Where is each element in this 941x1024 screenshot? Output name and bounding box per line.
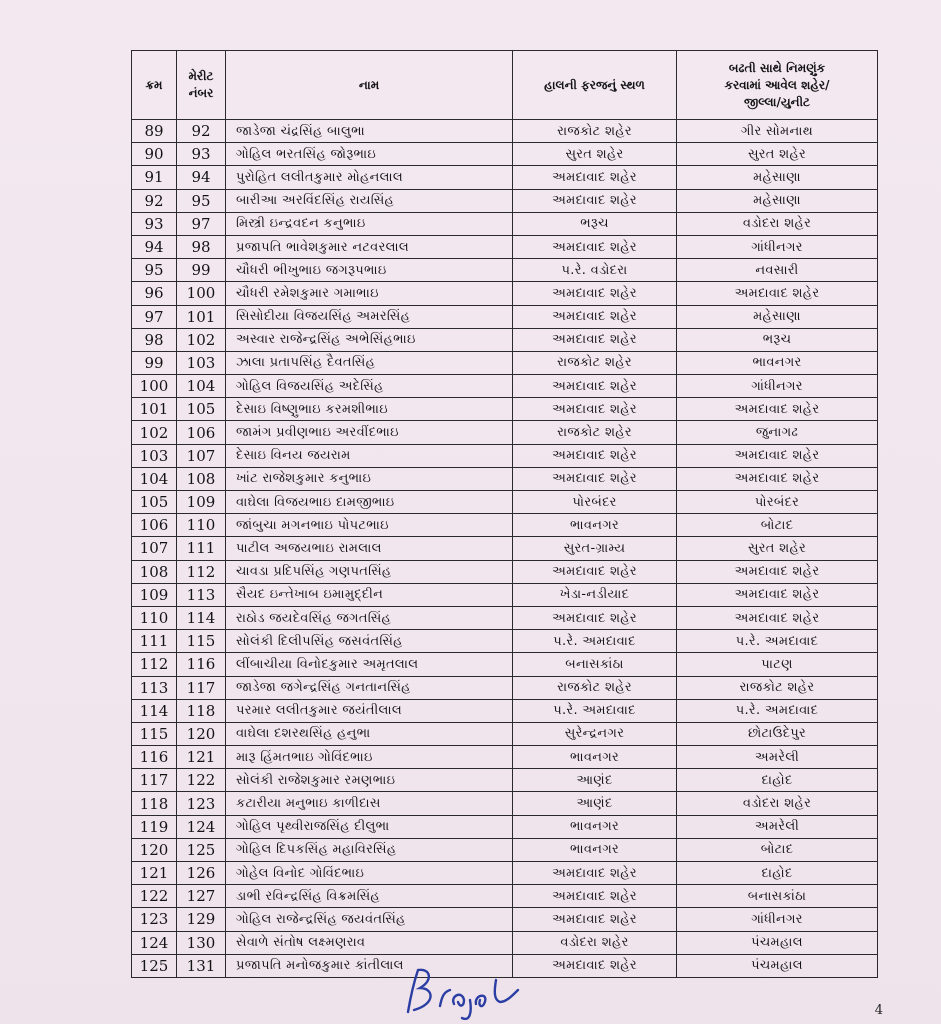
signature-icon	[400, 960, 540, 1020]
table-row	[132, 606, 878, 629]
cell-name: ગોહિલ ભરતસિંહ જોરૂભાઇ	[226, 143, 513, 166]
cell-name: દેસાઇ વિષ્ણુભાઇ કરમશીભાઇ	[226, 398, 513, 421]
table-row	[132, 676, 878, 699]
cell-name: સૈયદ ઇન્તેખાબ ઇમામુદ્દીન	[226, 583, 513, 606]
table-row	[132, 838, 878, 861]
cell-current-post: અમદાવાદ શહેર	[513, 560, 677, 583]
cell-merit-number: 104	[177, 375, 226, 398]
cell-merit-number: 108	[177, 467, 226, 490]
cell-serial: 92	[132, 189, 177, 212]
cell-serial: 103	[132, 444, 177, 467]
cell-current-post: અમદાવાદ શહેર	[513, 375, 677, 398]
cell-new-posting: અમદાવાદ શહેર	[677, 583, 878, 606]
cell-merit-number: 117	[177, 676, 226, 699]
cell-new-posting: પ.રે. અમદાવાદ	[677, 699, 878, 722]
table-row	[132, 537, 878, 560]
cell-serial: 120	[132, 838, 177, 861]
cell-name: જાડેજા ચંદ્રસિંહ બાલુભા	[226, 120, 513, 143]
cell-merit-number: 121	[177, 746, 226, 769]
header-posting-line2: કરવામાં આવેલ શહેર/	[724, 77, 830, 92]
cell-merit-number: 99	[177, 259, 226, 282]
cell-current-post: અમદાવાદ શહેર	[513, 606, 677, 629]
cell-current-post: રાજકોટ શહેર	[513, 351, 677, 374]
cell-new-posting: અમરેલી	[677, 815, 878, 838]
cell-name: ગોહિલ પૃથ્વીરાજસિંહ દીલુભા	[226, 815, 513, 838]
cell-merit-number: 125	[177, 838, 226, 861]
cell-new-posting: ગાંધીનગર	[677, 235, 878, 258]
cell-name: મિસ્ત્રી ઇન્દ્રવદન કનુભાઇ	[226, 212, 513, 235]
cell-serial: 89	[132, 120, 177, 143]
page-number: 4	[874, 1003, 883, 1018]
cell-serial: 112	[132, 653, 177, 676]
cell-merit-number: 109	[177, 491, 226, 514]
header-current-post: હાલની ફરજનું સ્થળ	[513, 51, 677, 120]
cell-serial: 125	[132, 954, 177, 977]
cell-new-posting: ભરૂચ	[677, 328, 878, 351]
cell-merit-number: 93	[177, 143, 226, 166]
cell-merit-number: 112	[177, 560, 226, 583]
cell-new-posting: વડોદરા શહેર	[677, 792, 878, 815]
table-row	[132, 375, 878, 398]
cell-merit-number: 95	[177, 189, 226, 212]
cell-new-posting: પોરબંદર	[677, 491, 878, 514]
promotion-posting-table	[131, 50, 878, 978]
table-row	[132, 514, 878, 537]
cell-serial: 94	[132, 235, 177, 258]
table-row	[132, 815, 878, 838]
cell-serial: 122	[132, 885, 177, 908]
cell-serial: 95	[132, 259, 177, 282]
cell-current-post: અમદાવાદ શહેર	[513, 885, 677, 908]
cell-serial: 98	[132, 328, 177, 351]
cell-serial: 111	[132, 630, 177, 653]
cell-name: પરમાર લલીતકુમાર જયંતીલાલ	[226, 699, 513, 722]
cell-name: ગોહિલ રાજેન્દ્રસિંહ જયવંતસિંહ	[226, 908, 513, 931]
cell-serial: 113	[132, 676, 177, 699]
cell-serial: 114	[132, 699, 177, 722]
cell-merit-number: 92	[177, 120, 226, 143]
cell-current-post: અમદાવાદ શહેર	[513, 467, 677, 490]
cell-current-post: અમદાવાદ શહેર	[513, 282, 677, 305]
cell-name: સોલંકી રાજેશકુમાર રમણભાઇ	[226, 769, 513, 792]
cell-merit-number: 103	[177, 351, 226, 374]
cell-serial: 101	[132, 398, 177, 421]
cell-name: અસ્વાર રાજેન્દ્રસિંહ અભેસિંહભાઇ	[226, 328, 513, 351]
table-row	[132, 166, 878, 189]
header-name: નામ	[226, 51, 513, 120]
cell-name: વાઘેલા દશરથસિંહ હનુભા	[226, 722, 513, 745]
cell-name: જામંગ પ્રવીણભાઇ અરવીંદભાઇ	[226, 421, 513, 444]
cell-new-posting: દાહોદ	[677, 862, 878, 885]
table-row	[132, 560, 878, 583]
cell-name: ચૌધરી ભીખુભાઇ જગરૂપભાઇ	[226, 259, 513, 282]
cell-current-post: આણંદ	[513, 792, 677, 815]
cell-serial: 108	[132, 560, 177, 583]
cell-name: ગોહિલ દિપકસિંહ મહાવિરસિંહ	[226, 838, 513, 861]
cell-new-posting: ગીર સોમનાથ	[677, 120, 878, 143]
cell-merit-number: 107	[177, 444, 226, 467]
table-row	[132, 491, 878, 514]
header-merit-line1: મેરીટ	[188, 69, 214, 83]
table-row	[132, 120, 878, 143]
header-new-posting	[677, 51, 878, 120]
cell-new-posting: છોટાઉદેપુર	[677, 722, 878, 745]
cell-merit-number: 98	[177, 235, 226, 258]
cell-current-post: ભાવનગર	[513, 838, 677, 861]
cell-serial: 100	[132, 375, 177, 398]
cell-new-posting: ગાંધીનગર	[677, 375, 878, 398]
cell-name: કટારીયા મનુભાઇ કાળીદાસ	[226, 792, 513, 815]
table-row	[132, 398, 878, 421]
cell-serial: 119	[132, 815, 177, 838]
table-row	[132, 467, 878, 490]
cell-merit-number: 122	[177, 769, 226, 792]
cell-name: પ્રજાપતિ ભાવેશકુમાર નટવરલાલ	[226, 235, 513, 258]
cell-serial: 97	[132, 305, 177, 328]
table-row	[132, 630, 878, 653]
cell-current-post: રાજકોટ શહેર	[513, 120, 677, 143]
cell-name: પાટીલ અજયભાઇ રામલાલ	[226, 537, 513, 560]
cell-name: લીંબાચીયા વિનોદકુમાર અમૃતલાલ	[226, 653, 513, 676]
cell-current-post: આણંદ	[513, 769, 677, 792]
cell-new-posting: મહેસાણા	[677, 189, 878, 212]
cell-current-post: પોરબંદર	[513, 491, 677, 514]
cell-current-post: અમદાવાદ શહેર	[513, 398, 677, 421]
cell-current-post: પ.રે. વડોદરા	[513, 259, 677, 282]
cell-merit-number: 124	[177, 815, 226, 838]
cell-serial: 121	[132, 862, 177, 885]
cell-merit-number: 123	[177, 792, 226, 815]
cell-new-posting: વડોદરા શહેર	[677, 212, 878, 235]
cell-new-posting: અમદાવાદ શહેર	[677, 282, 878, 305]
cell-new-posting: અમદાવાદ શહેર	[677, 606, 878, 629]
cell-serial: 124	[132, 931, 177, 954]
cell-name: સેવાળે સંતોષ લક્ષ્મણરાવ	[226, 931, 513, 954]
cell-serial: 115	[132, 722, 177, 745]
cell-name: ખાંટ રાજેશકુમાર કનુભાઇ	[226, 467, 513, 490]
table-row	[132, 722, 878, 745]
cell-current-post: અમદાવાદ શહેર	[513, 166, 677, 189]
cell-merit-number: 130	[177, 931, 226, 954]
cell-new-posting: પંચમહાલ	[677, 954, 878, 977]
table-row	[132, 351, 878, 374]
cell-name: ગોહેલ વિનોદ ગોવિંદભાઇ	[226, 862, 513, 885]
cell-current-post: અમદાવાદ શહેર	[513, 908, 677, 931]
cell-merit-number: 105	[177, 398, 226, 421]
cell-new-posting: પાટણ	[677, 653, 878, 676]
table-row	[132, 769, 878, 792]
table-row	[132, 282, 878, 305]
cell-name: ગોહિલ વિજયસિંહ અદેસિંહ	[226, 375, 513, 398]
cell-merit-number: 102	[177, 328, 226, 351]
cell-serial: 104	[132, 467, 177, 490]
cell-current-post: પ.રે. અમદાવાદ	[513, 699, 677, 722]
cell-merit-number: 94	[177, 166, 226, 189]
cell-name: રાઠોડ જયદેવસિંહ જગતસિંહ	[226, 606, 513, 629]
cell-name: સોલંકી દિલીપસિંહ જસવંતસિંહ	[226, 630, 513, 653]
cell-serial: 123	[132, 908, 177, 931]
table-header-row	[132, 51, 878, 120]
cell-new-posting: પ.રે. અમદાવાદ	[677, 630, 878, 653]
cell-serial: 107	[132, 537, 177, 560]
cell-new-posting: પંચમહાલ	[677, 931, 878, 954]
cell-current-post: અમદાવાદ શહેર	[513, 305, 677, 328]
cell-name: દેસાઇ વિનય જયરામ	[226, 444, 513, 467]
cell-merit-number: 97	[177, 212, 226, 235]
table-row	[132, 583, 878, 606]
table-row	[132, 792, 878, 815]
cell-serial: 102	[132, 421, 177, 444]
table-body	[132, 120, 878, 978]
cell-name: બારીઆ અરવિંદસિંહ રાયસિંહ	[226, 189, 513, 212]
cell-new-posting: ભાવનગર	[677, 351, 878, 374]
cell-merit-number: 106	[177, 421, 226, 444]
cell-new-posting: બોટાદ	[677, 514, 878, 537]
cell-name: ચાવડા પ્રદિપસિંહ ગણપતસિંહ	[226, 560, 513, 583]
header-merit-number	[177, 51, 226, 120]
cell-merit-number: 115	[177, 630, 226, 653]
cell-name: સિસોદીયા વિજયસિંહ અમરસિંહ	[226, 305, 513, 328]
cell-merit-number: 111	[177, 537, 226, 560]
cell-merit-number: 116	[177, 653, 226, 676]
table-row	[132, 908, 878, 931]
cell-serial: 91	[132, 166, 177, 189]
cell-current-post: રાજકોટ શહેર	[513, 421, 677, 444]
header-serial: ક્રમ	[132, 51, 177, 120]
cell-new-posting: અમદાવાદ શહેર	[677, 398, 878, 421]
cell-serial: 109	[132, 583, 177, 606]
cell-merit-number: 114	[177, 606, 226, 629]
table-row	[132, 653, 878, 676]
cell-current-post: અમદાવાદ શહેર	[513, 189, 677, 212]
table-row	[132, 328, 878, 351]
cell-new-posting: સુરત શહેર	[677, 537, 878, 560]
cell-name: ડાભી રવિન્દ્રસિંહ વિક્રમસિંહ	[226, 885, 513, 908]
cell-serial: 105	[132, 491, 177, 514]
table-row	[132, 885, 878, 908]
cell-merit-number: 110	[177, 514, 226, 537]
cell-new-posting: ગાંધીનગર	[677, 908, 878, 931]
cell-current-post: સુરેન્દ્રનગર	[513, 722, 677, 745]
cell-merit-number: 127	[177, 885, 226, 908]
cell-serial: 117	[132, 769, 177, 792]
cell-current-post: ખેડા-નડીયાદ	[513, 583, 677, 606]
cell-merit-number: 126	[177, 862, 226, 885]
table-row	[132, 305, 878, 328]
table-row	[132, 444, 878, 467]
cell-serial: 90	[132, 143, 177, 166]
cell-new-posting: મહેસાણા	[677, 166, 878, 189]
cell-current-post: અમદાવાદ શહેર	[513, 444, 677, 467]
cell-current-post: ભાવનગર	[513, 815, 677, 838]
cell-name: જાંબુચા મગનભાઇ પોપટભાઇ	[226, 514, 513, 537]
table-row	[132, 931, 878, 954]
cell-new-posting: અમદાવાદ શહેર	[677, 560, 878, 583]
cell-current-post: બનાસકાંઠા	[513, 653, 677, 676]
cell-name: ચૌધરી રમેશકુમાર ગમાભાઇ	[226, 282, 513, 305]
cell-new-posting: જુનાગઢ	[677, 421, 878, 444]
cell-merit-number: 129	[177, 908, 226, 931]
cell-current-post: ભાવનગર	[513, 746, 677, 769]
cell-current-post: સુરત-ગ્રામ્ય	[513, 537, 677, 560]
cell-merit-number: 131	[177, 954, 226, 977]
header-posting-line3: જીલ્લા/યુનીટ	[743, 94, 811, 109]
cell-serial: 110	[132, 606, 177, 629]
cell-new-posting: અમદાવાદ શહેર	[677, 467, 878, 490]
cell-serial: 93	[132, 212, 177, 235]
table-row	[132, 746, 878, 769]
cell-new-posting: સુરત શહેર	[677, 143, 878, 166]
cell-current-post: અમદાવાદ શહેર	[513, 328, 677, 351]
cell-new-posting: બોટાદ	[677, 838, 878, 861]
cell-current-post: રાજકોટ શહેર	[513, 676, 677, 699]
cell-new-posting: રાજકોટ શહેર	[677, 676, 878, 699]
cell-current-post: અમદાવાદ શહેર	[513, 235, 677, 258]
cell-new-posting: બનાસકાંઠા	[677, 885, 878, 908]
cell-new-posting: અમદાવાદ શહેર	[677, 444, 878, 467]
cell-name: વાઘેલા વિજયભાઇ દામજીભાઇ	[226, 491, 513, 514]
cell-name: જાડેજા જગેન્દ્રસિંહ ગનતાનસિંહ	[226, 676, 513, 699]
table-row	[132, 189, 878, 212]
cell-new-posting: મહેસાણા	[677, 305, 878, 328]
cell-current-post: વડોદરા શહેર	[513, 931, 677, 954]
table-row	[132, 235, 878, 258]
cell-merit-number: 118	[177, 699, 226, 722]
cell-name: પુરોહિત લલીતકુમાર મોહનલાલ	[226, 166, 513, 189]
cell-current-post: અમદાવાદ શહેર	[513, 954, 677, 977]
header-posting-line1: બઢતી સાથે નિમણુંક	[728, 60, 826, 75]
cell-new-posting: અમરેલી	[677, 746, 878, 769]
cell-serial: 106	[132, 514, 177, 537]
cell-serial: 116	[132, 746, 177, 769]
table-row	[132, 212, 878, 235]
table-row	[132, 699, 878, 722]
table-row	[132, 862, 878, 885]
header-merit-line2: નંબર	[188, 86, 214, 100]
cell-current-post: સુરત શહેર	[513, 143, 677, 166]
cell-current-post: ભરૂચ	[513, 212, 677, 235]
table-row	[132, 143, 878, 166]
cell-current-post: પ.રે. અમદાવાદ	[513, 630, 677, 653]
cell-name: પ્રજાપતિ મનોજકુમાર કાંતીલાલ	[226, 954, 513, 977]
cell-name: ઝાલા પ્રતાપસિંહ દૈવતસિંહ	[226, 351, 513, 374]
table-row	[132, 421, 878, 444]
cell-current-post: ભાવનગર	[513, 514, 677, 537]
cell-serial: 96	[132, 282, 177, 305]
cell-current-post: અમદાવાદ શહેર	[513, 862, 677, 885]
cell-merit-number: 100	[177, 282, 226, 305]
cell-new-posting: દાહોદ	[677, 769, 878, 792]
cell-new-posting: નવસારી	[677, 259, 878, 282]
cell-merit-number: 113	[177, 583, 226, 606]
cell-name: મારૂ હિંમતભાઇ ગોવિંદભાઇ	[226, 746, 513, 769]
table-row	[132, 259, 878, 282]
cell-serial: 118	[132, 792, 177, 815]
cell-merit-number: 120	[177, 722, 226, 745]
cell-merit-number: 101	[177, 305, 226, 328]
cell-serial: 99	[132, 351, 177, 374]
